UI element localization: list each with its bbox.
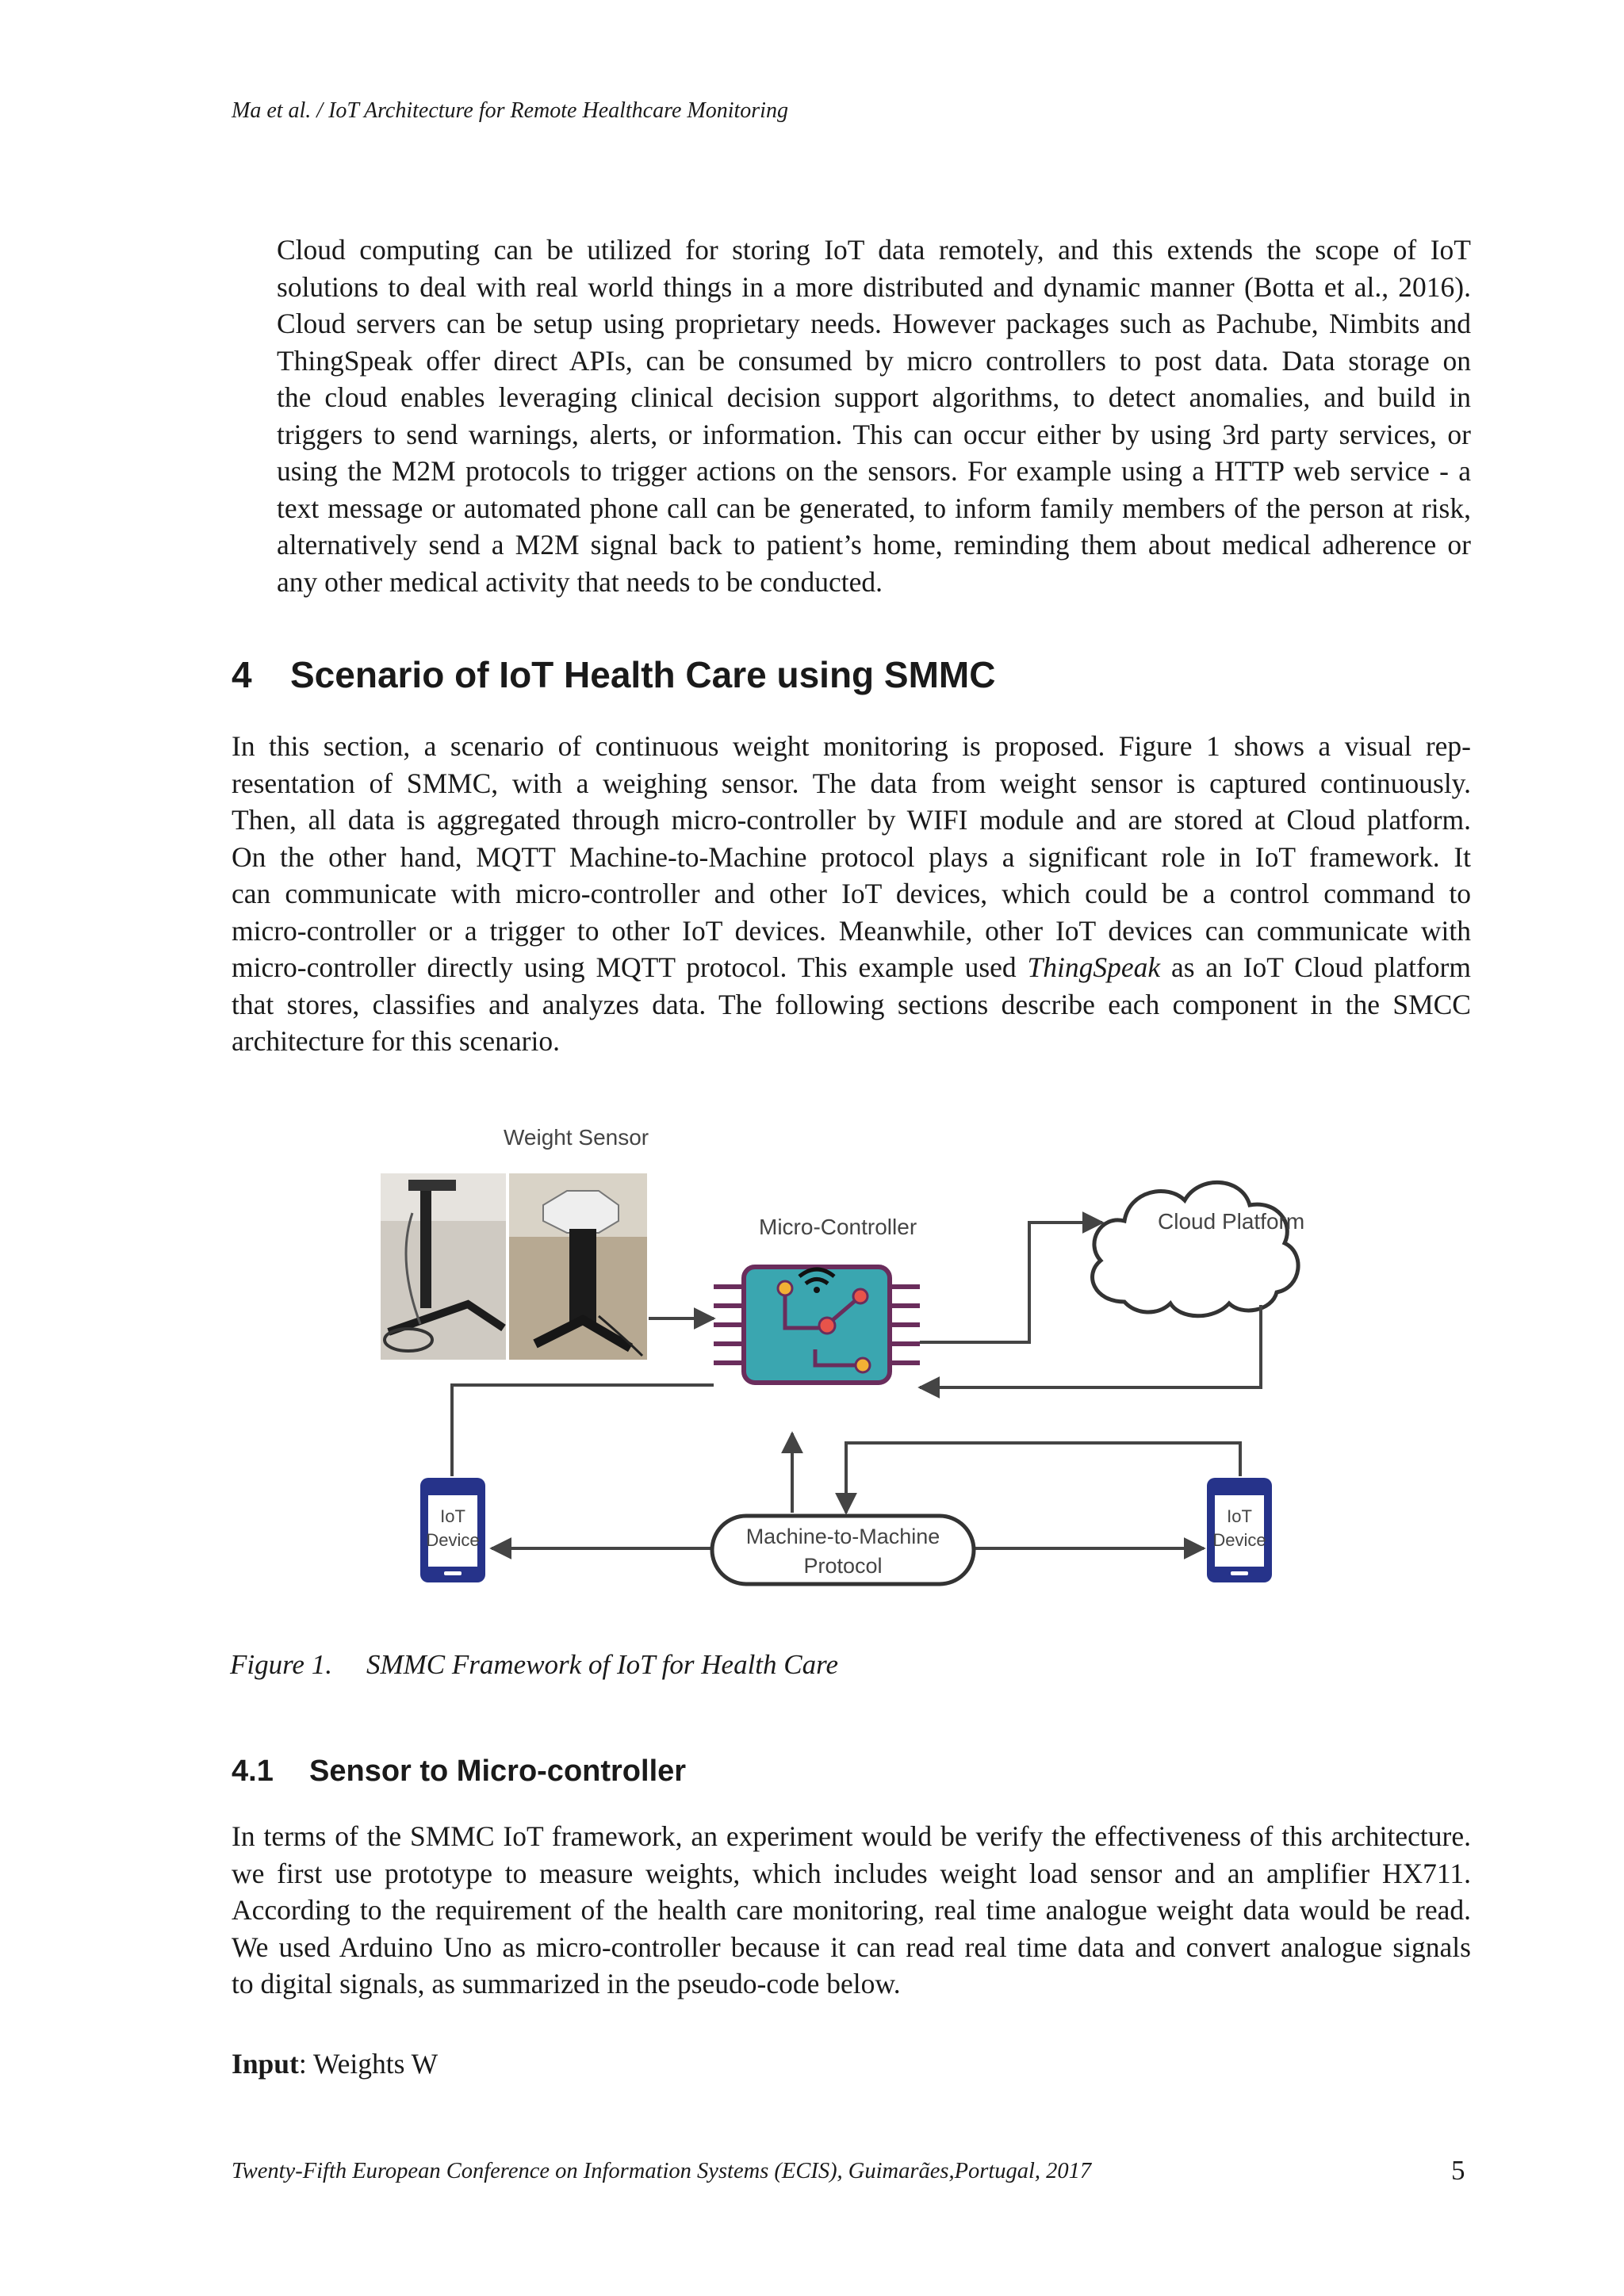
- figure-caption-text: SMMC Framework of IoT for Health Care: [366, 1649, 838, 1680]
- subsection-heading: [232, 1755, 686, 1789]
- iot-device-label-line1: IoT: [440, 1506, 465, 1526]
- micro-controller-label: Micro-Controller: [759, 1215, 917, 1239]
- left-iot-device: [420, 1478, 485, 1582]
- text-line: resentation of SMMC, with a weighing sensor. The data from weight sensor is captured continuously.: [232, 767, 1471, 799]
- text-line: According to the requirement of the health care monitoring, real time analogue weight data would be read.: [232, 1894, 1471, 1926]
- running-header: Ma et al. / IoT Architecture for Remote Healthcare Monitoring: [232, 98, 788, 123]
- iot-device-label-line2: Device: [1212, 1530, 1266, 1550]
- figure-caption-label: Figure 1.: [230, 1649, 332, 1680]
- weight-sensor-label: Weight Sensor: [504, 1125, 649, 1150]
- text-line: solutions to deal with real world things in a more distributed and dynamic manner (Botta et al., 2016).: [277, 270, 1471, 303]
- paragraph-sensor-to-microcontroller: [232, 1818, 1471, 2003]
- text-line: Then, all data is aggregated through micro-controller by WIFI module and are stored at Cloud platform.: [232, 804, 1471, 836]
- text-line: we first use prototype to measure weights, which includes weight load sensor and an amplifier HX711.: [232, 1857, 1471, 1889]
- text-line: architecture for this scenario.: [232, 1025, 560, 1057]
- smmc-framework-figure: [365, 1118, 1380, 1594]
- section-title: Scenario of IoT Health Care using SMMC: [290, 654, 996, 695]
- text-line: In this section, a scenario of continuous weight monitoring is proposed. Figure 1 shows a visual rep-: [232, 730, 1471, 762]
- cloud-platform-label: Cloud Platform: [1158, 1209, 1305, 1234]
- text-line: text message or automated phone call can be generated, to inform family members of the person at risk,: [277, 492, 1471, 524]
- text-line: Cloud computing can be utilized for storing IoT data remotely, and this extends the scope of IoT: [277, 234, 1471, 266]
- micro-controller-chip: [714, 1267, 920, 1383]
- page-number: 5: [1451, 2155, 1465, 2186]
- text-line: In terms of the SMMC IoT framework, an experiment would be verify the effectiveness of this architecture.: [232, 1820, 1471, 1852]
- paragraph-scenario: [232, 728, 1471, 1060]
- text-fragment: as an IoT Cloud platform: [1170, 951, 1471, 983]
- line-chip-to-left-device: [452, 1385, 714, 1476]
- input-label: Input: [232, 2048, 299, 2080]
- arrow-cloud-to-chip: [920, 1305, 1261, 1387]
- pseudo-code-input: [232, 2047, 438, 2080]
- text-line-with-emphasis: [232, 949, 1471, 986]
- text-line: We used Arduino Uno as micro-controller because it can read real time data and convert analogue signals: [232, 1931, 1471, 1963]
- text-line: On the other hand, MQTT Machine-to-Machine protocol plays a significant role in IoT framework. It: [232, 840, 1471, 873]
- m2m-label-line2: Protocol: [803, 1554, 883, 1578]
- weight-sensor-photo: [381, 1173, 647, 1360]
- text-line: ThingSpeak offer direct APIs, can be consumed by micro controllers to post data. Data storage on: [277, 344, 1471, 377]
- text-line: micro-controller or a trigger to other IoT devices. Meanwhile, other IoT devices can communicate with: [232, 914, 1471, 947]
- text-line: triggers to send warnings, alerts, or information. This can occur either by using 3rd party services, or: [277, 418, 1471, 450]
- emphasis-thingspeak: ThingSpeak: [1027, 951, 1161, 983]
- m2m-label-line1: Machine-to-Machine: [745, 1525, 940, 1548]
- iot-device-label-line1: IoT: [1227, 1506, 1252, 1526]
- arrow-chip-to-cloud: [920, 1223, 1102, 1342]
- figure-caption: [230, 1649, 838, 1681]
- subsection-title: Sensor to Micro-controller: [309, 1755, 687, 1788]
- input-text: : Weights W: [298, 2048, 439, 2080]
- section-heading: [232, 653, 995, 696]
- text-fragment: micro-controller directly using MQTT protocol. This example used: [232, 951, 1017, 983]
- text-line: alternatively send a M2M signal back to patient’s home, reminding them about medical adherence or: [277, 529, 1471, 561]
- text-line: to digital signals, as summarized in the pseudo-code below.: [232, 1968, 901, 1999]
- subsection-number: 4.1: [232, 1755, 274, 1788]
- text-line: that stores, classifies and analyzes data. The following sections describe each component in the SMCC: [232, 988, 1471, 1020]
- section-number: 4: [232, 654, 252, 695]
- arrow-right-device-to-m2m: [846, 1443, 1240, 1513]
- text-line: any other medical activity that needs to be conducted.: [277, 565, 883, 598]
- text-line: the cloud enables leveraging clinical decision support algorithms, to detect anomalies, and build in: [277, 381, 1471, 413]
- paragraph-cloud-computing: [277, 232, 1471, 600]
- page-footer: Twenty-Fifth European Conference on Information Systems (ECIS), Guimarães,Portugal, 2017: [232, 2159, 1092, 2183]
- cloud-icon: [1093, 1182, 1299, 1315]
- text-line: using the M2M protocols to trigger actions on the sensors. For example using a HTTP web service - a: [277, 455, 1471, 487]
- iot-device-label-line2: Device: [426, 1530, 480, 1550]
- right-iot-device: [1207, 1478, 1272, 1582]
- text-line: Cloud servers can be setup using proprietary needs. However packages such as Pachube, Nimbits and: [277, 308, 1471, 339]
- text-line: can communicate with micro-controller and other IoT devices, which could be a control command to: [232, 878, 1471, 909]
